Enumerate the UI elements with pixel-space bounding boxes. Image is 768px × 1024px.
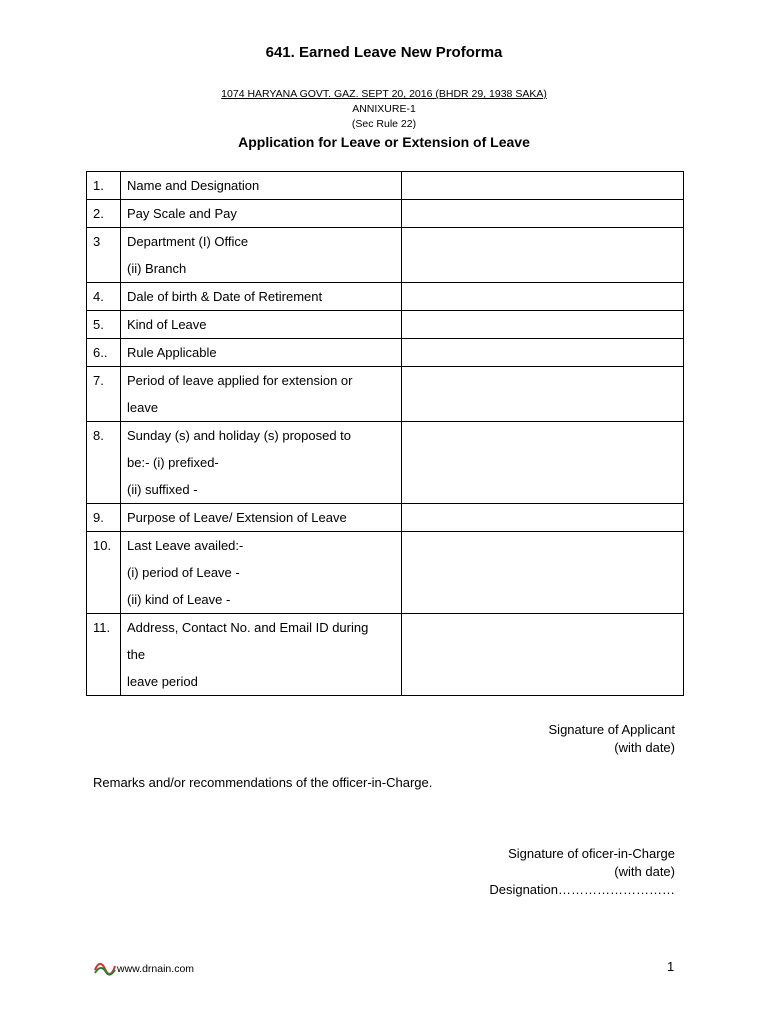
applicant-signature-date: (with date) — [614, 740, 675, 755]
row-number: 9. — [87, 504, 121, 532]
form-heading: Application for Leave or Extension of Leave — [238, 134, 530, 150]
row-label-line: leave — [127, 400, 159, 415]
row-number: 3 — [87, 228, 121, 283]
table-row — [87, 311, 684, 339]
row-value-field[interactable] — [402, 228, 684, 283]
footer-website-link[interactable]: www.drnain.com — [117, 963, 195, 975]
row-label — [121, 283, 402, 311]
row-label-line: (i) period of Leave - — [127, 565, 240, 580]
document-title: 641. Earned Leave New Proforma — [265, 44, 503, 61]
row-label — [121, 532, 402, 614]
table-row — [87, 283, 684, 311]
gazette-reference: 1074 HARYANA GOVT. GAZ. SEPT 20, 2016 (BHDR 29, 1938 SAKA) — [221, 88, 547, 100]
row-value-field[interactable] — [402, 614, 684, 696]
page-number: 1 — [667, 959, 675, 974]
row-value-field[interactable] — [402, 283, 684, 311]
row-number: 4. — [87, 283, 121, 311]
remarks-text: Remarks and/or recommendations of the officer-in-Charge. — [93, 775, 433, 790]
row-label — [121, 367, 402, 422]
table-row — [87, 200, 684, 228]
row-label — [121, 614, 402, 696]
table-row — [87, 504, 684, 532]
row-label-line: (ii) suffixed - — [127, 482, 198, 497]
row-label — [121, 228, 402, 283]
row-label-line: Department (I) Office — [127, 234, 249, 249]
annexure-label: ANNIXURE-1 — [352, 103, 416, 115]
table-row — [87, 422, 684, 504]
row-label-line: Name and Designation — [127, 178, 260, 193]
row-number: 1. — [87, 172, 121, 200]
row-label — [121, 339, 402, 367]
row-value-field[interactable] — [402, 311, 684, 339]
row-number: 6.. — [87, 339, 121, 367]
application-form-table — [86, 171, 684, 696]
officer-signature-date: (with date) — [614, 864, 675, 879]
row-label-line: Kind of Leave — [127, 317, 207, 332]
row-label-line: Address, Contact No. and Email ID during — [127, 620, 369, 635]
row-value-field[interactable] — [402, 504, 684, 532]
row-label-line: Pay Scale and Pay — [127, 206, 237, 221]
row-number: 8. — [87, 422, 121, 504]
row-label — [121, 311, 402, 339]
row-number: 11. — [87, 614, 121, 696]
table-row — [87, 614, 684, 696]
row-label-line: the — [127, 647, 146, 662]
table-row — [87, 339, 684, 367]
table-row — [87, 228, 684, 283]
row-number: 5. — [87, 311, 121, 339]
row-value-field[interactable] — [402, 200, 684, 228]
row-value-field[interactable] — [402, 339, 684, 367]
table-row — [87, 532, 684, 614]
row-number: 10. — [87, 532, 121, 614]
row-value-field[interactable] — [402, 532, 684, 614]
applicant-signature-label: Signature of Applicant — [548, 722, 675, 737]
row-value-field[interactable] — [402, 367, 684, 422]
row-label — [121, 504, 402, 532]
row-value-field[interactable] — [402, 172, 684, 200]
row-label-line: Period of leave applied for extension or — [127, 373, 353, 388]
row-label — [121, 172, 402, 200]
officer-signature-block — [489, 845, 675, 899]
row-label-line: (ii) Branch — [127, 261, 187, 276]
row-label-line: Last Leave availed:- — [127, 538, 244, 553]
row-label-line: Rule Applicable — [127, 345, 217, 360]
officer-signature-label: Signature of oficer-in-Charge — [508, 846, 675, 861]
officer-designation: Designation……………………… — [489, 882, 675, 897]
row-label-line: be:- (i) prefixed- — [127, 455, 219, 470]
row-number: 7. — [87, 367, 121, 422]
row-label — [121, 200, 402, 228]
row-label-line: leave period — [127, 674, 198, 689]
section-rule: (Sec Rule 22) — [351, 118, 417, 130]
table-row — [87, 172, 684, 200]
row-number: 2. — [87, 200, 121, 228]
applicant-signature-block — [549, 721, 675, 757]
table-row — [87, 367, 684, 422]
row-label-line: Purpose of Leave/ Extension of Leave — [127, 510, 347, 525]
row-label-line: Sunday (s) and holiday (s) proposed to — [127, 428, 352, 443]
row-label — [121, 422, 402, 504]
row-label-line: Dale of birth & Date of Retirement — [127, 289, 323, 304]
drnain-logo-icon — [94, 958, 116, 978]
row-label-line: (ii) kind of Leave - — [127, 592, 231, 607]
row-value-field[interactable] — [402, 422, 684, 504]
